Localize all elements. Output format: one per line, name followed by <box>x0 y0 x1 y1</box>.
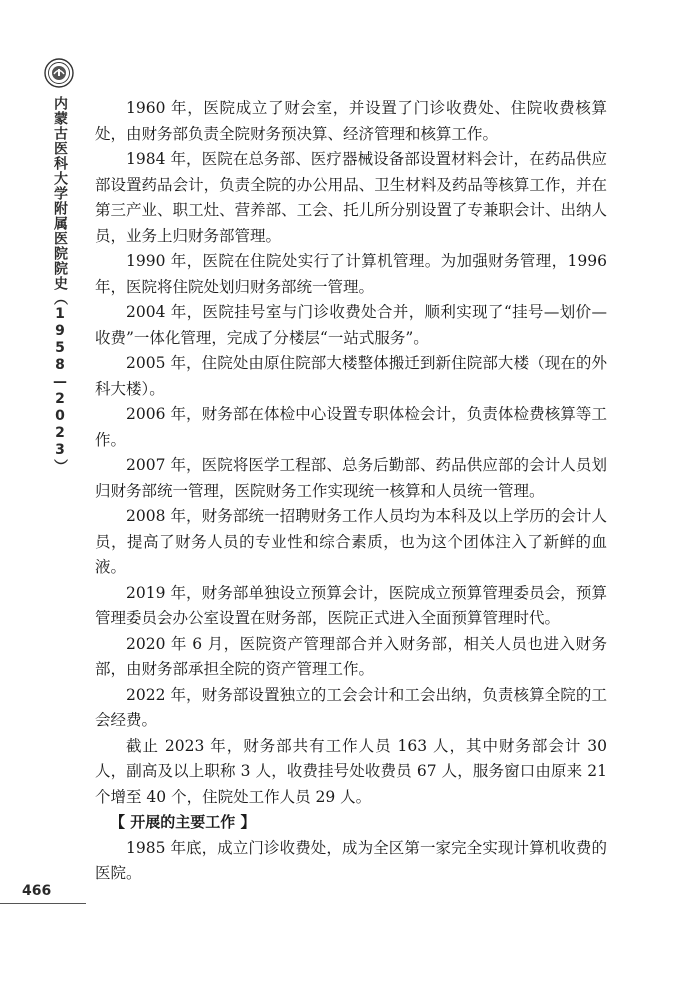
paragraph-2006: 2006 年，财务部在体检中心设置专职体检会计，负责体检费核算等工作。 <box>95 405 607 449</box>
paragraph-2005: 2005 年，住院处由原住院部大楼整体搬迁到新住院部大楼（现在的外科大楼）。 <box>95 354 607 398</box>
paragraph-2023-summary: 截止 2023 年，财务部共有工作人员 163 人，其中财务部会计 30 人，副高及以上职称 3 人，收费挂号处收费员 67 人，服务窗口由原来 21 个增至 40 个，住院处工作人员 29 人。 <box>95 736 607 806</box>
page-number-rule <box>0 903 86 904</box>
paragraph-1984: 1984 年，医院在总务部、医疗器械设备部设置材料会计，在药品供应部设置药品会计，负责全院的办公用品、卫生材料及药品等核算工作，并在第三产业、职工灶、营养部、工会、托儿所分别设置了专兼职会计、出纳人员，业务上归财务部管理。 <box>95 150 607 245</box>
paragraph-2004: 2004 年，医院挂号室与门诊收费处合并，顺利实现了“挂号—划价—收费”一体化管理，完成了分楼层“一站式服务”。 <box>95 303 607 347</box>
page-number: 466 <box>22 883 52 899</box>
paragraph-2019: 2019 年，财务部单独设立预算会计，医院成立预算管理委员会，预算管理委员会办公室设置在财务部，医院正式进入全面预算管理时代。 <box>95 583 607 627</box>
paragraph-2008: 2008 年，财务部统一招聘财务工作人员均为本科及以上学历的会计人员，提高了财务人员的专业性和综合素质，也为这个团体注入了新鲜的血液。 <box>95 507 607 576</box>
page-body <box>95 96 607 887</box>
section-heading: 【 开展的主要工作 】 <box>110 813 256 831</box>
paragraph-1985: 1985 年底，成立门诊收费处，成为全区第一家完全实现计算机收费的医院。 <box>95 838 607 882</box>
paragraph-2020: 2020 年 6 月，医院资产管理部合并入财务部，相关人员也进入财务部，由财务部承担全院的资产管理工作。 <box>95 634 607 678</box>
hospital-emblem-icon <box>44 58 74 88</box>
paragraph-1990: 1990 年，医院在住院处实行了计算机管理。为加强财务管理，1996 年，医院将住院处划归财务部统一管理。 <box>95 252 607 296</box>
book-side-title: 内蒙古医科大学附属医院院史（1958—2023） <box>52 96 68 474</box>
paragraph-2022: 2022 年，财务部设置独立的工会会计和工会出纳，负责核算全院的工会经费。 <box>95 685 607 729</box>
paragraph-2007: 2007 年，医院将医学工程部、总务后勤部、药品供应部的会计人员划归财务部统一管理，医院财务工作实现统一核算和人员统一管理。 <box>95 456 607 500</box>
paragraph-1960: 1960 年，医院成立了财会室，并设置了门诊收费处、住院收费核算处，由财务部负责全院财务预决算、经济管理和核算工作。 <box>95 99 607 143</box>
